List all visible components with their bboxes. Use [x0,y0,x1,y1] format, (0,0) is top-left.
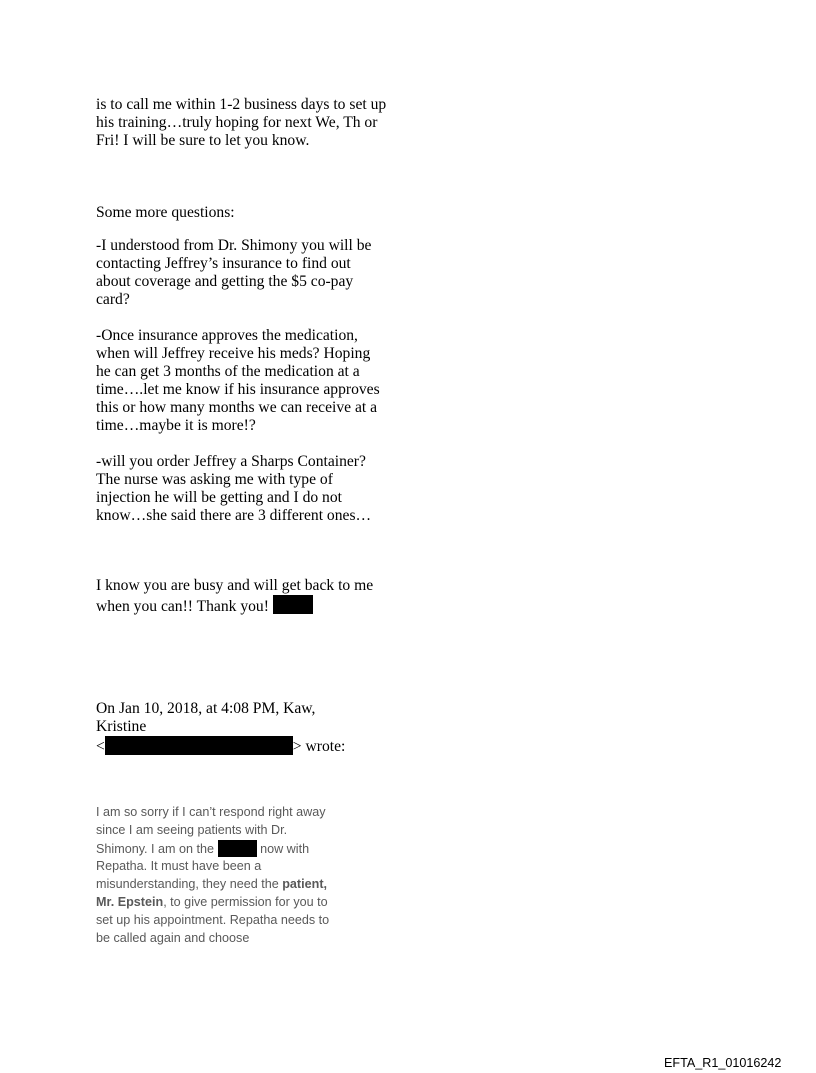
intro-paragraph [96,96,396,150]
closing-paragraph [96,577,396,616]
redaction-box [105,736,293,755]
text-line: when will Jeffrey receive his meds? Hoping [96,345,371,362]
quoted-fragment: now with [256,841,310,856]
quoted-line [96,876,376,894]
quoted-fragment: misunderstanding, they need the [96,877,283,892]
text-line [96,595,396,616]
quoted-line: since I am seeing patients with Dr. [96,822,288,837]
quoted-message [96,804,376,947]
question-3 [96,453,396,525]
text-line: know…she said there are 3 different ones… [96,507,372,524]
quoted-line [96,894,376,912]
text-line: this or how many months we can receive at a [96,399,378,416]
text-line: Fri! I will be sure to let you know. [96,132,310,149]
closing-thanks: when you can!! Thank you! [96,598,273,615]
quoted-line: be called again and choose [96,930,250,945]
text-line: is to call me within 1-2 business days to set up [96,96,387,113]
reply-header-line [96,736,396,756]
text-line: Some more questions: [96,204,235,221]
questions-heading [96,204,396,222]
quoted-fragment: , to give permission for you to [163,894,328,909]
reply-header-line: On Jan 10, 2018, at 4:08 PM, Kaw, [96,700,316,717]
question-1 [96,237,396,309]
text-line: -I understood from Dr. Shimony you will be [96,237,372,254]
text-line: -Once insurance approves the medication, [96,327,358,344]
text-line: The nurse was asking me with type of [96,471,333,488]
document-id: EFTA_R1_01016242 [664,1056,782,1070]
text-line: time….let me know if his insurance approves [96,381,380,398]
question-2 [96,327,396,435]
redaction-box [218,840,257,857]
wrote-label: > wrote: [292,738,346,755]
redaction-box [273,595,313,614]
patient-name: Mr. Epstein [96,894,164,909]
reply-header [96,700,396,756]
text-line: card? [96,291,130,308]
text-line: about coverage and getting the $5 co-pay [96,273,354,290]
quoted-line: I am so sorry if I can’t respond right away [96,805,326,819]
quoted-line: Repatha. It must have been a [96,859,262,874]
quoted-line: set up his appointment. Repatha needs to [96,912,330,927]
text-line: injection he will be getting and I do not [96,489,342,506]
quoted-line [96,840,376,859]
text-line: time…maybe it is more!? [96,417,256,434]
quoted-fragment: Shimony. I am on the [96,841,218,856]
text-line: his training…truly hoping for next We, Th or [96,114,378,131]
text-line: -will you order Jeffrey a Sharps Container? [96,453,366,470]
patient-label: patient, [282,877,328,892]
text-line: contacting Jeffrey’s insurance to find out [96,255,351,272]
text-line: he can get 3 months of the medication at a [96,363,360,380]
reply-header-line: Kristine [96,718,147,735]
open-bracket: < [96,738,105,755]
text-line: I know you are busy and will get back to me [96,577,374,594]
